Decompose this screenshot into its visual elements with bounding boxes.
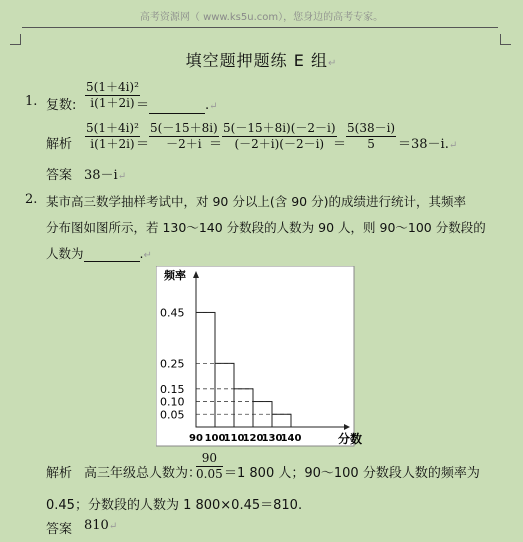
q2-analysis-label: 解析 <box>46 466 73 481</box>
fraction-numerator: 90 <box>196 451 223 467</box>
page-header: 高考资源网（ www.ks5u.com），您身边的高考专家。 <box>139 12 384 23</box>
q1-number: 1. <box>25 94 38 109</box>
q2-answer: 810↵ <box>84 518 118 533</box>
q1-answer-label: 答案 <box>46 168 73 183</box>
q1-expression <box>85 80 140 111</box>
frequency-histogram <box>156 266 366 448</box>
x-tick-label: 140 <box>280 433 302 444</box>
q1-result: ＝38－i.↵ <box>398 137 458 152</box>
x-tick-label: 90 <box>189 433 203 444</box>
q1-equals: ＝ .↵ <box>136 98 218 113</box>
fraction-numerator: 5(－15＋8i) <box>150 121 218 135</box>
fraction-numerator: 5(1＋4i)² <box>86 80 139 94</box>
y-axis-title: 频率 <box>164 269 186 282</box>
q2-analysis-text-1: 高三年级总人数为： <box>84 466 202 481</box>
margin-corner-mark <box>10 34 21 45</box>
q1-step-4 <box>346 121 396 152</box>
page-title: 填空题押题练 E 组↵ <box>185 51 338 70</box>
fraction-denominator: 0.05 <box>196 467 223 481</box>
q2-analysis-text-2: ＝1 800 人；90～100 分数段人数的频率为 <box>224 466 480 481</box>
fraction-denominator: (－2＋i)(－2－i) <box>234 137 325 151</box>
y-tick-label: 0.05 <box>160 408 185 422</box>
y-tick-label: 0.10 <box>160 395 185 409</box>
answer-blank <box>149 98 205 114</box>
q1-step-3 <box>222 121 337 152</box>
equals-sign: ＝ <box>333 137 347 152</box>
q1-step-1 <box>85 121 140 152</box>
x-tick-label: 110 <box>223 433 245 444</box>
fraction-numerator: 5(1＋4i)² <box>86 121 139 135</box>
q1-analysis-label: 解析 <box>46 137 73 152</box>
y-tick-label: 0.25 <box>160 357 185 371</box>
x-tick-label: 120 <box>242 433 264 444</box>
y-tick-label: 0.45 <box>160 306 185 320</box>
return-mark: ↵ <box>327 58 338 69</box>
answer-blank <box>84 246 140 262</box>
q2-analysis-text-3: 0.45；分数段的人数为 1 800×0.45＝810. <box>46 498 303 513</box>
q2-text-line-3: 人数为 .↵ <box>46 246 152 261</box>
q2-text-line-2: 分布图如图所示，若 130～140 分数段的人数为 90 人，则 90～100 分数段的 <box>46 220 486 235</box>
fraction-numerator: 5(－15＋8i)(－2－i) <box>223 121 336 135</box>
q2-analysis-fraction <box>196 451 223 482</box>
y-tick-label: 0.15 <box>160 382 185 396</box>
q1-prompt: 复数: <box>46 98 77 113</box>
q2-answer-label: 答案 <box>46 522 73 537</box>
x-axis-title: 分数 <box>338 432 363 446</box>
fraction-denominator: i(1＋2i) <box>90 137 135 151</box>
header-rule <box>22 27 498 28</box>
q1-answer: 38－i↵ <box>84 168 127 183</box>
equals-sign: ＝ <box>209 137 223 152</box>
fraction-denominator: －2＋i <box>166 137 202 151</box>
fraction-numerator: 5(38－i) <box>347 121 396 135</box>
x-tick-label: 100 <box>204 433 226 444</box>
fraction-denominator: 5 <box>367 137 375 151</box>
equals-sign: ＝ <box>136 137 150 152</box>
q2-number: 2. <box>25 192 38 207</box>
chart-background <box>156 266 354 446</box>
fraction-denominator: i(1＋2i) <box>90 96 135 110</box>
x-tick-label: 130 <box>261 433 283 444</box>
margin-corner-mark <box>500 34 511 45</box>
q2-text-line-1: 某市高三数学抽样考试中，对 90 分以上(含 90 分)的成绩进行统计，其频率 <box>46 194 466 209</box>
